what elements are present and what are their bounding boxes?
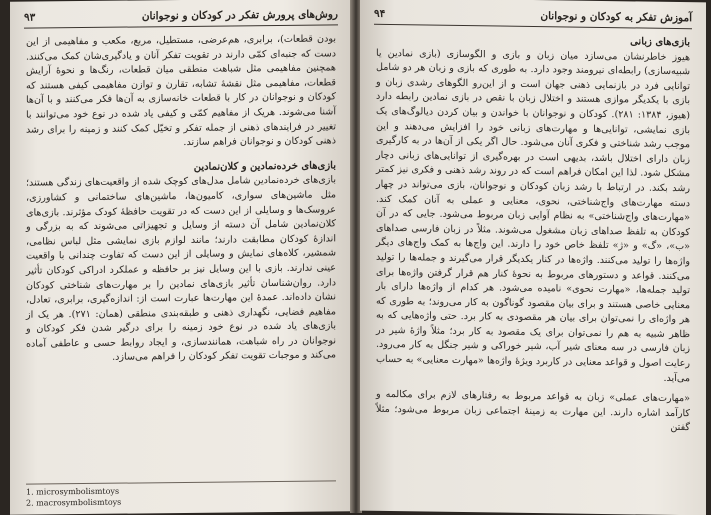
right-page: [360, 0, 706, 515]
right-paragraph-1: هیوز خاطرنشان می‌سازد میان زبان و بازی و الگوسازی (بازی نمادین یا شبیه‌سازی) رابطه‌ای نیرومند وجود دارد. به طوری که بازی و زبان هر دو شامل توانایی فرد در بازنمایی ذهنی جهان است و از این‌رو الگوهای رشدی زبان و بازی با یکدیگر موازی هستند و اختلال زبان با نقص در بازی نمادین رابطه دارد (هیوز، ۱۳۸۴: ۲۸۱). کودکان و نوجوانان با خواندن و بیان کردن دیالوگ‌های یک بازی نمایشی، توانایی‌ها و مهارت‌های زبانی خود را افزایش می‌دهند و این موجب رشد شناختی و فکری آنان می‌شود. حال اگر یکی از آن‌ها در به کارگیری زبان دارای اختلال باشد، بدیهی است در بهره‌گیری از توانایی‌های زبانی دچار مشکل شود. لذا این امکان فراهم است که در روند رشد ذهنی و فکری نیز کمتر رشد بکند. در ارتباط با رشد زبان کودکان و نوجوانان، بازی می‌تواند در چهار دسته مهارت‌های واج‌شناختی، نحوی، معنایی و عملی به آنان کمک کند. «مهارت‌های واج‌شناختی» به نظام آوایی زبان مربوط می‌شود. جایی که در آن کودکان به تلفظ صداهای زبان مشغول می‌شوند. مثلاً در زبان فارسی صداهای «ب»، «گ» و «ژ» تلفظ خاص خود را دارند. این واج‌ها به کمک واج‌های دیگر واژه‌ها را تولید می‌کنند. واژه‌ها در کنار یکدیگر قرار می‌گیرند و جمله‌ها را تولید می‌کنند. قواعد و دستورهای مربوط به نحوهٔ کنار هم قرار گرفتن واژه‌ها برای تولید جمله‌ها، «مهارت نحوی» نامیده می‌شود. هر کدام از واژه‌ها دارای بار معنایی خاصی هستند و برای بیان مقصود گوناگون به کار می‌روند؛ به طوری که هر واژه‌ای را نمی‌توان برای بیان هر مقصودی به کار برد. حتی واژه‌هایی که به ظاهر شبیه به هم را نمی‌توان برای یک مقصود به کار برد؛ مثلاً واژهٔ شیر در زبان فارسی در سه معنای شیر آب، شیر خوراکی و شیر جنگل به کار می‌رود. رعایت اصول و قواعد معنایی در کاربرد ویژهٔ واژه‌ها «مهارت معنایی» به حساب می‌آید.: [376, 47, 690, 384]
footnotes: [26, 480, 336, 508]
right-page-number: ۹۴: [374, 7, 386, 20]
left-page: [10, 0, 352, 515]
left-page-number: ۹۳: [24, 11, 36, 24]
footnote-2: 2. macrosymbolismtoys: [26, 497, 122, 508]
left-page-body: [26, 32, 336, 366]
right-page-header: [374, 8, 692, 29]
left-page-header: [24, 8, 338, 28]
footnote-1: 1. microsymbolismtoys: [26, 486, 120, 497]
left-section-paragraph: بازی‌های خرده‌نمادین شامل مدل‌های کوچک شده از واقعیت‌های زندگی هستند؛ مثل ماشین‌های سواری، کامیون‌ها، ماشین‌های ساختمانی و کشاورزی، عروسک‌ها و وسایلی از این دست که در تقویت حافظهٔ کودک مؤثرند. بازی‌های کلان‌نمادین شامل آن دسته از وسایل و تجهیزاتی می‌شوند که به بزرگی و اندازهٔ کودکان مطابقت دارند؛ مانند لوازم بازی نمایشی مثل لباس نظامی، شمشیر، کلاه‌های نمایش و وسایلی از این دست که تفاوت چندانی با واقعیت عینی ندارند. بازی با این وسایل نیز بر حافظه و عملکرد ادراکی کودکان تأثیر دارد. روان‌شناسان تأثیر بازی‌های نمادین را بر مهارت‌های شناختی کودکان نشان داده‌اند. عمدهٔ این مهارت‌ها عبارت است از: اندازه‌گیری، برابری، تعادل، مفاهیم فضایی، نگهداری ذهنی و طبقه‌بندی منطقی (همان: ۲۷۱). هر یک از بازی‌های یاد شده در نوع خود زمینه را برای درگیر شدن فکر کودکان و نوجوانان در راه شباهت، همانندسازی، و ایجاد روابط حسی و عاطفی آماده می‌کند و موجبات تقویت تفکر کودکان را فراهم می‌سازد.: [26, 174, 336, 364]
left-section-heading: بازی‌های خرده‌نمادین و کلان‌نمادین: [193, 160, 336, 173]
left-running-head: روش‌های پرورش تفکر در کودکان و نوجوانان: [141, 8, 338, 23]
left-intro-paragraph: بودن قطعات)، برابری، هم‌عرضی، مستطیل، مربع، مکعب و مفاهیمی از این دست که جنبه‌ای کمّی دارند در تقویت تفکر آنان و یادگیری‌شان کمک می‌کنند. همچنین مفاهیمی مثل شباهت منطقی میان قطعات، رنگ‌ها و نحوهٔ آرایش قطعات، مفاهیمی مثل نقشهٔ تشابه، تقارن و توازن مفاهیمی کیفی هستند که کودکان و نوجوانان در کار با قطعات خانه‌سازی به آن‌ها فکر می‌کنند و با آن‌ها آشنا می‌شوند. هریک از مفاهیم کمّی و کیفی یاد شده در نوع خود می‌توانند با تغییر در فرایندهای ذهنی از جمله تفکر و تخیّل کمک کنند و زمینه را برای رشد ذهنی کودکان و نوجوانان فراهم سازند.: [26, 33, 336, 149]
right-section-heading: بازی‌های زبانی: [630, 36, 690, 49]
right-paragraph-2: «مهارت‌های عملی» زبان به قواعد مربوط به رفتارهای لازم برای مکالمه و کارآمد اشاره دارند. این مهارت به زمینهٔ اجتماعی زبان مربوط می‌شود؛ مثلاً گفتن: [376, 389, 690, 434]
right-running-head: آموزش تفکر به کودکان و نوجوانان: [540, 10, 692, 25]
right-page-body: [376, 32, 690, 436]
